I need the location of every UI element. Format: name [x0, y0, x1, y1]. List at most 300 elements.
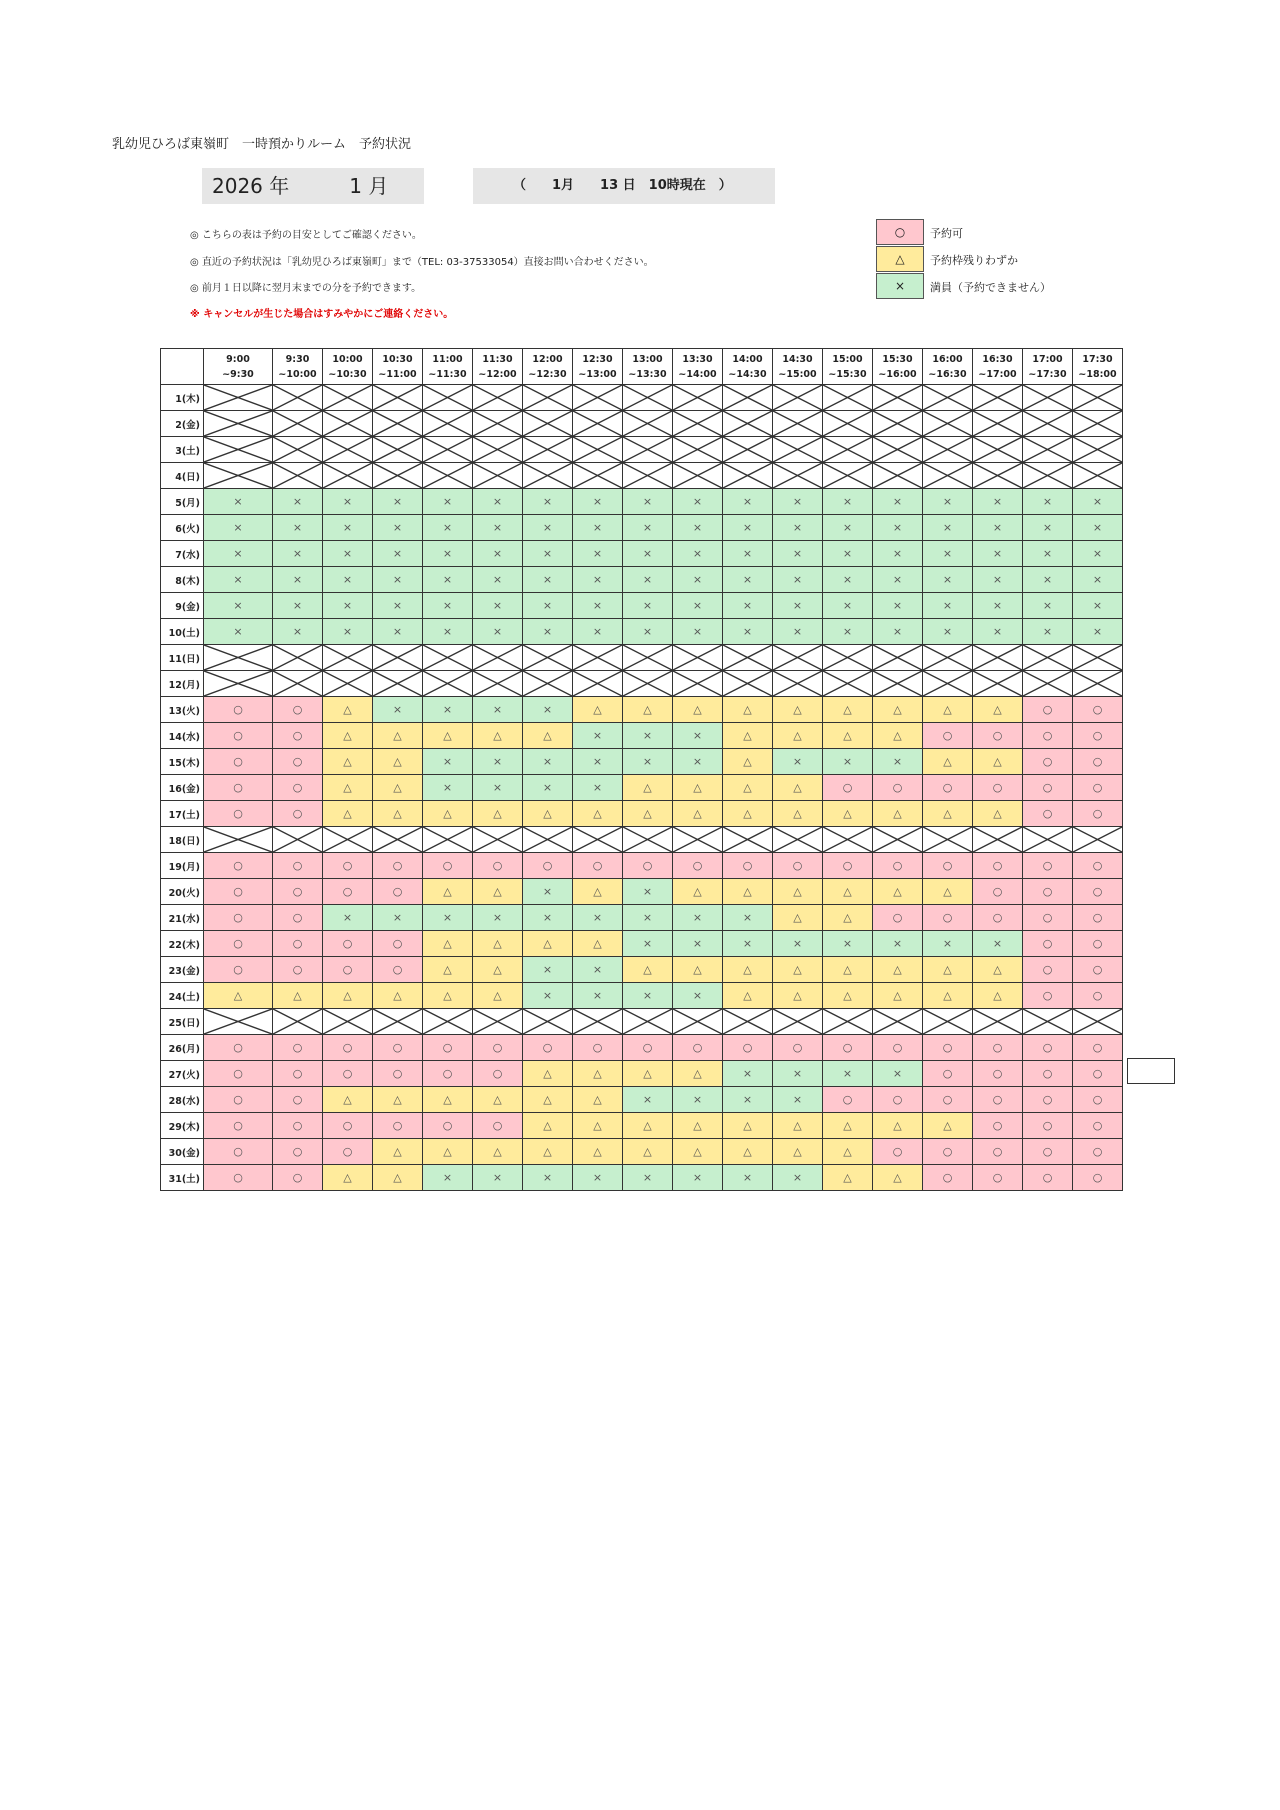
slot-cell: ×	[423, 567, 473, 593]
closed-slot-cell	[523, 1009, 573, 1035]
time-slot-start: 16:30	[982, 353, 1013, 365]
slot-cell: △	[473, 801, 523, 827]
slot-cell: ×	[773, 489, 823, 515]
slot-cell: △	[873, 697, 923, 723]
day-label: 4(日)	[161, 463, 204, 489]
slot-cell: ○	[923, 1035, 973, 1061]
day-label: 17(土)	[161, 801, 204, 827]
slot-cell: ×	[423, 593, 473, 619]
slot-cell: ○	[523, 1035, 573, 1061]
slot-cell: ×	[973, 931, 1023, 957]
closed-slot-cell	[573, 827, 623, 853]
slot-cell: △	[523, 1061, 573, 1087]
time-slot-header	[473, 349, 523, 385]
slot-cell: ○	[973, 853, 1023, 879]
slot-cell: △	[873, 801, 923, 827]
slot-cell: △	[573, 1061, 623, 1087]
day-row	[161, 1009, 1123, 1035]
slot-cell: △	[523, 931, 573, 957]
slot-cell: ○	[273, 957, 323, 983]
slot-cell: △	[623, 957, 673, 983]
slot-cell: ○	[1023, 931, 1073, 957]
slot-cell: ×	[823, 1061, 873, 1087]
closed-slot-cell	[1023, 385, 1073, 411]
closed-slot-cell	[1073, 1009, 1123, 1035]
slot-cell: ×	[723, 567, 773, 593]
closed-slot-cell	[823, 671, 873, 697]
day-label: 16(金)	[161, 775, 204, 801]
day-label: 27(火)	[161, 1061, 204, 1087]
slot-cell: ×	[423, 541, 473, 567]
slot-cell: ○	[323, 879, 373, 905]
day-row	[161, 437, 1123, 463]
slot-cell: ○	[473, 1113, 523, 1139]
slot-cell: ○	[1073, 749, 1123, 775]
time-slot-start: 10:00	[332, 353, 363, 365]
day-label: 20(火)	[161, 879, 204, 905]
slot-cell: ×	[773, 541, 823, 567]
slot-cell: △	[773, 905, 823, 931]
slot-cell: ×	[573, 567, 623, 593]
slot-cell: ×	[523, 983, 573, 1009]
slot-cell: ○	[1023, 697, 1073, 723]
slot-cell: ○	[273, 1165, 323, 1191]
slot-cell: △	[873, 1113, 923, 1139]
closed-slot-cell	[423, 411, 473, 437]
day-row	[161, 489, 1123, 515]
slot-cell: △	[673, 697, 723, 723]
slot-cell: △	[373, 723, 423, 749]
closed-slot-cell	[523, 645, 573, 671]
closed-slot-cell	[673, 1009, 723, 1035]
day-label: 5(月)	[161, 489, 204, 515]
slot-cell: ○	[1023, 853, 1073, 879]
slot-cell: ×	[573, 515, 623, 541]
slot-cell: △	[973, 749, 1023, 775]
slot-cell: △	[723, 1139, 773, 1165]
closed-slot-cell	[204, 1009, 273, 1035]
time-slot-header	[573, 349, 623, 385]
closed-slot-cell	[823, 645, 873, 671]
slot-cell: ○	[323, 853, 373, 879]
slot-cell: ○	[473, 1035, 523, 1061]
closed-slot-cell	[723, 411, 773, 437]
slot-cell: ×	[873, 489, 923, 515]
time-slot-end: ~14:00	[678, 368, 717, 380]
slot-cell: ○	[204, 905, 273, 931]
slot-cell: ×	[373, 489, 423, 515]
slot-cell: ×	[623, 749, 673, 775]
time-slot-end: ~14:30	[728, 368, 767, 380]
slot-cell: ○	[973, 723, 1023, 749]
slot-cell: ×	[923, 593, 973, 619]
slot-cell: ○	[204, 1165, 273, 1191]
slot-cell: ○	[373, 1035, 423, 1061]
slot-cell: △	[473, 1139, 523, 1165]
slot-cell: ○	[423, 1061, 473, 1087]
slot-cell: △	[723, 801, 773, 827]
closed-slot-cell	[523, 437, 573, 463]
slot-cell: ○	[273, 775, 323, 801]
closed-slot-cell	[473, 1009, 523, 1035]
slot-cell: ○	[273, 931, 323, 957]
slot-cell: ×	[873, 619, 923, 645]
closed-slot-cell	[323, 411, 373, 437]
closed-slot-cell	[204, 411, 273, 437]
closed-slot-cell	[973, 463, 1023, 489]
slot-cell: △	[823, 957, 873, 983]
closed-slot-cell	[423, 645, 473, 671]
day-row	[161, 515, 1123, 541]
slot-cell: ○	[323, 957, 373, 983]
slot-cell: ×	[273, 593, 323, 619]
slot-cell: △	[573, 1139, 623, 1165]
closed-slot-cell	[773, 645, 823, 671]
closed-slot-cell	[623, 463, 673, 489]
time-slot-start: 9:00	[226, 353, 250, 365]
slot-cell: △	[673, 775, 723, 801]
slot-cell: ×	[523, 879, 573, 905]
slot-cell: ×	[423, 1165, 473, 1191]
closed-slot-cell	[873, 411, 923, 437]
closed-slot-cell	[973, 1009, 1023, 1035]
closed-slot-cell	[473, 827, 523, 853]
slot-cell: ×	[273, 619, 323, 645]
slot-cell: ×	[1023, 619, 1073, 645]
slot-cell: △	[973, 697, 1023, 723]
slot-cell: ×	[673, 749, 723, 775]
slot-cell: ×	[523, 957, 573, 983]
slot-cell: △	[473, 931, 523, 957]
slot-cell: ×	[723, 489, 773, 515]
slot-cell: ○	[1023, 1061, 1073, 1087]
slot-cell: △	[823, 905, 873, 931]
slot-cell: ×	[723, 931, 773, 957]
day-row	[161, 463, 1123, 489]
slot-cell: △	[823, 1165, 873, 1191]
closed-slot-cell	[373, 827, 423, 853]
closed-slot-cell	[823, 385, 873, 411]
slot-cell: ×	[573, 619, 623, 645]
slot-cell: ○	[673, 1035, 723, 1061]
slot-cell: ×	[523, 567, 573, 593]
time-slot-end: ~11:00	[378, 368, 417, 380]
closed-slot-cell	[623, 385, 673, 411]
closed-slot-cell	[723, 437, 773, 463]
slot-cell: ○	[373, 853, 423, 879]
closed-slot-cell	[523, 827, 573, 853]
day-label: 12(月)	[161, 671, 204, 697]
slot-cell: ×	[673, 515, 723, 541]
day-row	[161, 645, 1123, 671]
day-row	[161, 619, 1123, 645]
day-row	[161, 853, 1123, 879]
day-label: 31(土)	[161, 1165, 204, 1191]
closed-slot-cell	[623, 645, 673, 671]
closed-slot-cell	[373, 463, 423, 489]
slot-cell: ×	[623, 515, 673, 541]
slot-cell: ×	[973, 515, 1023, 541]
closed-slot-cell	[273, 411, 323, 437]
closed-slot-cell	[1073, 463, 1123, 489]
slot-cell: △	[873, 957, 923, 983]
slot-cell: ×	[573, 541, 623, 567]
slot-cell: ○	[273, 1113, 323, 1139]
slot-cell: △	[623, 801, 673, 827]
slot-cell: ○	[323, 1061, 373, 1087]
slot-cell: ○	[973, 1165, 1023, 1191]
slot-cell: ×	[823, 515, 873, 541]
slot-cell: ○	[873, 1087, 923, 1113]
slot-cell: △	[673, 801, 723, 827]
slot-cell: ○	[723, 853, 773, 879]
closed-slot-cell	[423, 385, 473, 411]
legend-label-few-left: 予約枠残りわずか	[930, 254, 1018, 267]
slot-cell: ○	[1023, 1165, 1073, 1191]
closed-slot-cell	[323, 463, 373, 489]
slot-cell: ×	[1073, 489, 1123, 515]
closed-slot-cell	[373, 385, 423, 411]
closed-slot-cell	[773, 385, 823, 411]
slot-cell: △	[423, 957, 473, 983]
closed-slot-cell	[873, 827, 923, 853]
slot-cell: ×	[323, 567, 373, 593]
slot-cell: ○	[323, 1035, 373, 1061]
closed-slot-cell	[473, 437, 523, 463]
closed-slot-cell	[423, 1009, 473, 1035]
slot-cell: ○	[204, 879, 273, 905]
slot-cell: ×	[323, 541, 373, 567]
slot-cell: ○	[1023, 983, 1073, 1009]
slot-cell: ○	[623, 853, 673, 879]
day-label: 23(金)	[161, 957, 204, 983]
slot-cell: ×	[204, 567, 273, 593]
day-label: 9(金)	[161, 593, 204, 619]
slot-cell: ○	[273, 905, 323, 931]
closed-slot-cell	[723, 385, 773, 411]
time-slot-end: ~12:00	[478, 368, 517, 380]
slot-cell: ×	[673, 1087, 723, 1113]
slot-cell: ○	[973, 1113, 1023, 1139]
closed-slot-cell	[923, 463, 973, 489]
slot-cell: ○	[373, 879, 423, 905]
slot-cell: ○	[204, 1087, 273, 1113]
slot-cell: △	[373, 1165, 423, 1191]
slot-cell: ×	[1073, 593, 1123, 619]
day-row	[161, 957, 1123, 983]
closed-slot-cell	[723, 463, 773, 489]
closed-slot-cell	[673, 385, 723, 411]
slot-cell: △	[973, 983, 1023, 1009]
day-row	[161, 723, 1123, 749]
slot-cell: △	[723, 957, 773, 983]
slot-cell: △	[523, 1087, 573, 1113]
closed-slot-cell	[373, 411, 423, 437]
slot-cell: ×	[773, 931, 823, 957]
time-slot-header	[673, 349, 723, 385]
slot-cell: ×	[773, 1087, 823, 1113]
slot-cell: △	[873, 879, 923, 905]
closed-slot-cell	[204, 437, 273, 463]
slot-cell: ×	[273, 541, 323, 567]
slot-cell: ×	[523, 619, 573, 645]
empty-cell-box	[1127, 1058, 1175, 1084]
grid-corner-cell	[161, 349, 204, 385]
slot-cell: ×	[1073, 515, 1123, 541]
slot-cell: ○	[1073, 879, 1123, 905]
closed-slot-cell	[473, 411, 523, 437]
note-2: ◎ 直近の予約状況は「乳幼児ひろば東嶺町」まで（TEL: 03-37533054）直接お問い合わせください。	[190, 257, 654, 268]
closed-slot-cell	[723, 645, 773, 671]
day-label: 8(木)	[161, 567, 204, 593]
closed-slot-cell	[1023, 463, 1073, 489]
slot-cell: △	[873, 1165, 923, 1191]
closed-slot-cell	[373, 671, 423, 697]
slot-cell: ○	[1023, 775, 1073, 801]
slot-cell: △	[873, 723, 923, 749]
slot-cell: ○	[323, 1139, 373, 1165]
day-label: 7(水)	[161, 541, 204, 567]
day-row	[161, 697, 1123, 723]
slot-cell: ×	[873, 749, 923, 775]
slot-cell: ×	[473, 697, 523, 723]
slot-cell: ×	[423, 905, 473, 931]
slot-cell: ○	[873, 853, 923, 879]
closed-slot-cell	[873, 645, 923, 671]
slot-cell: ×	[273, 515, 323, 541]
slot-cell: ×	[923, 567, 973, 593]
closed-slot-cell	[423, 827, 473, 853]
slot-cell: △	[204, 983, 273, 1009]
time-slot-end: ~17:30	[1028, 368, 1067, 380]
time-slot-start: 13:00	[632, 353, 663, 365]
day-row	[161, 1061, 1123, 1087]
slot-cell: ○	[773, 853, 823, 879]
closed-slot-cell	[204, 645, 273, 671]
slot-cell: ×	[623, 983, 673, 1009]
slot-cell: ×	[623, 541, 673, 567]
day-row	[161, 1035, 1123, 1061]
slot-cell: ○	[273, 697, 323, 723]
slot-cell: △	[573, 1113, 623, 1139]
closed-slot-cell	[273, 463, 323, 489]
slot-cell: ×	[373, 619, 423, 645]
closed-slot-cell	[423, 463, 473, 489]
day-row	[161, 1165, 1123, 1191]
slot-cell: △	[323, 697, 373, 723]
day-row	[161, 801, 1123, 827]
closed-slot-cell	[973, 385, 1023, 411]
slot-cell: △	[823, 983, 873, 1009]
slot-cell: ×	[323, 905, 373, 931]
closed-slot-cell	[273, 385, 323, 411]
slot-cell: ×	[573, 905, 623, 931]
slot-cell: ×	[573, 957, 623, 983]
slot-cell: △	[573, 801, 623, 827]
slot-cell: △	[323, 801, 373, 827]
slot-cell: ×	[623, 905, 673, 931]
closed-slot-cell	[1023, 671, 1073, 697]
slot-cell: ○	[1023, 957, 1073, 983]
slot-cell: △	[923, 1113, 973, 1139]
closed-slot-cell	[1073, 645, 1123, 671]
slot-cell: ×	[673, 593, 723, 619]
slot-cell: △	[323, 749, 373, 775]
day-row	[161, 749, 1123, 775]
slot-cell: ×	[473, 593, 523, 619]
slot-cell: ×	[473, 619, 523, 645]
closed-slot-cell	[873, 671, 923, 697]
day-label: 30(金)	[161, 1139, 204, 1165]
closed-slot-cell	[623, 827, 673, 853]
slot-cell: ○	[973, 1087, 1023, 1113]
slot-cell: ○	[323, 931, 373, 957]
closed-slot-cell	[673, 463, 723, 489]
slot-cell: ×	[573, 723, 623, 749]
closed-slot-cell	[573, 645, 623, 671]
slot-cell: △	[923, 749, 973, 775]
slot-cell: ○	[323, 1113, 373, 1139]
slot-cell: ○	[1023, 1087, 1073, 1113]
slot-cell: △	[623, 1061, 673, 1087]
closed-slot-cell	[573, 385, 623, 411]
closed-slot-cell	[623, 1009, 673, 1035]
time-slot-start: 17:30	[1082, 353, 1113, 365]
slot-cell: ○	[1073, 1113, 1123, 1139]
slot-cell: ○	[204, 723, 273, 749]
closed-slot-cell	[823, 437, 873, 463]
slot-cell: ×	[204, 541, 273, 567]
slot-cell: ○	[1023, 723, 1073, 749]
slot-cell: ×	[1023, 541, 1073, 567]
slot-cell: △	[323, 1087, 373, 1113]
slot-cell: △	[373, 1139, 423, 1165]
slot-cell: ○	[373, 957, 423, 983]
slot-cell: ×	[523, 749, 573, 775]
slot-cell: ×	[1023, 515, 1073, 541]
slot-cell: ×	[723, 515, 773, 541]
slot-cell: ×	[373, 541, 423, 567]
slot-cell: ×	[373, 697, 423, 723]
slot-cell: ○	[923, 1061, 973, 1087]
day-row	[161, 1087, 1123, 1113]
day-row	[161, 385, 1123, 411]
slot-cell: ×	[723, 619, 773, 645]
day-row	[161, 671, 1123, 697]
slot-cell: △	[773, 1113, 823, 1139]
slot-cell: ○	[823, 1087, 873, 1113]
slot-cell: ○	[973, 879, 1023, 905]
closed-slot-cell	[973, 411, 1023, 437]
time-slot-header	[723, 349, 773, 385]
slot-cell: ×	[1023, 593, 1073, 619]
day-row	[161, 411, 1123, 437]
slot-cell: ○	[373, 931, 423, 957]
slot-cell: ×	[973, 593, 1023, 619]
slot-cell: △	[573, 697, 623, 723]
slot-cell: ○	[923, 1165, 973, 1191]
slot-cell: ×	[923, 515, 973, 541]
slot-cell: ×	[573, 489, 623, 515]
slot-cell: △	[723, 983, 773, 1009]
slot-cell: △	[573, 931, 623, 957]
closed-slot-cell	[373, 645, 423, 671]
slot-cell: ○	[973, 1061, 1023, 1087]
year-month-box: 2026 年 1 月	[202, 168, 424, 204]
slot-cell: △	[373, 983, 423, 1009]
slot-cell: ×	[723, 1165, 773, 1191]
slot-cell: ○	[1023, 879, 1073, 905]
